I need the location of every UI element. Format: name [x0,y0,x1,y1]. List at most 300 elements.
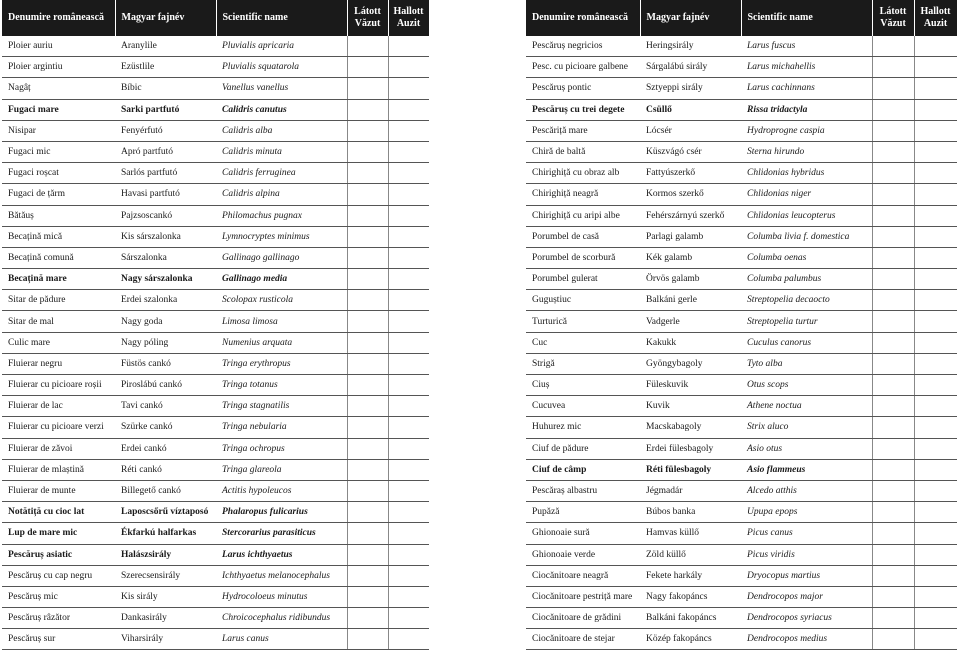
species-row [2,332,429,353]
romanian-name-cell: Becațină comună [2,247,115,268]
scientific-name-cell: Lymnocryptes minimus [216,226,347,247]
heard-checkbox-cell[interactable] [914,290,957,311]
hungarian-name-cell: Halászsirály [115,544,216,565]
heard-checkbox-cell[interactable] [388,226,429,247]
hungarian-name-cell: Búbos banka [640,502,741,523]
seen-checkbox-cell[interactable] [872,290,914,311]
heard-checkbox-cell[interactable] [914,375,957,396]
seen-checkbox-cell[interactable] [347,459,388,480]
scientific-name-cell: Limosa limosa [216,311,347,332]
hungarian-name-cell: Billegető cankó [115,480,216,501]
seen-header: Látott Văzut [872,0,914,36]
seen-checkbox-cell[interactable] [347,36,388,57]
hungarian-name-cell: Közép fakopáncs [640,629,741,650]
hungarian-name-cell: Erdei cankó [115,438,216,459]
scientific-name-cell: Chlidonias niger [741,184,872,205]
scientific-name-cell: Numenius arquata [216,332,347,353]
hungarian-name-cell: Kis sárszalonka [115,226,216,247]
romanian-name-cell: Ciuf de câmp [526,459,640,480]
romanian-name-cell: Fluierar cu picioare verzi [2,417,115,438]
seen-checkbox-cell[interactable] [347,226,388,247]
scientific-name-cell: Upupa epops [741,502,872,523]
species-row [2,205,429,226]
species-row [2,629,429,650]
species-row [2,247,429,268]
romanian-name-cell: Ciocănitoare de stejar [526,629,640,650]
scientific-name-cell: Ichthyaetus melanocephalus [216,565,347,586]
seen-checkbox-cell[interactable] [872,247,914,268]
scientific-name-cell: Gallinago media [216,269,347,290]
heard-checkbox-cell[interactable] [388,523,429,544]
species-row [526,163,957,184]
seen-checkbox-cell[interactable] [872,586,914,607]
species-row [2,269,429,290]
romanian-name-cell: Porumbel gulerat [526,269,640,290]
heard-checkbox-cell[interactable] [388,459,429,480]
seen-checkbox-cell[interactable] [347,332,388,353]
scientific-name-cell: Pluvialis squatarola [216,57,347,78]
romanian-name-cell: Fugaci roșcat [2,163,115,184]
scientific-name-cell: Vanellus vanellus [216,78,347,99]
seen-checkbox-cell[interactable] [872,269,914,290]
hungarian-name-cell: Gyöngybagoly [640,353,741,374]
species-row [2,99,429,120]
scientific-name-cell: Larus ichthyaetus [216,544,347,565]
seen-checkbox-cell[interactable] [872,205,914,226]
seen-checkbox-cell[interactable] [347,78,388,99]
seen-checkbox-cell[interactable] [347,375,388,396]
scientific-name-cell: Dendrocopos major [741,586,872,607]
species-row [2,608,429,629]
seen-checkbox-cell[interactable] [872,438,914,459]
scientific-name-cell: Hydroprogne caspia [741,120,872,141]
hungarian-name-cell: Erdei fülesbagoly [640,438,741,459]
hungarian-name-cell: Heringsirály [640,36,741,57]
scientific-name-cell: Calidris ferruginea [216,163,347,184]
hungarian-name-cell: Kuvik [640,396,741,417]
species-row [526,290,957,311]
heard-checkbox-cell[interactable] [914,332,957,353]
heard-checkbox-cell[interactable] [388,184,429,205]
romanian-name-cell: Cucuvea [526,396,640,417]
scientific-name-cell: Phalaropus fulicarius [216,502,347,523]
seen-checkbox-cell[interactable] [347,163,388,184]
romanian-name-cell: Pescăruș negricios [526,36,640,57]
heard-checkbox-cell[interactable] [388,629,429,650]
heard-checkbox-cell[interactable] [388,57,429,78]
seen-checkbox-cell[interactable] [347,141,388,162]
romanian-name-cell: Pescăruș asiatic [2,544,115,565]
romanian-name-cell: Nagâț [2,78,115,99]
hungarian-name-cell: Kis sirály [115,586,216,607]
romanian-name-cell: Pescăriță mare [526,120,640,141]
romanian-name-cell: Sitar de pădure [2,290,115,311]
scientific-name-cell: Calidris minuta [216,141,347,162]
seen-checkbox-cell[interactable] [872,608,914,629]
scientific-name-cell: Tringa glareola [216,459,347,480]
scientific-name-cell: Streptopelia turtur [741,311,872,332]
heard-checkbox-cell[interactable] [388,502,429,523]
seen-checkbox-cell[interactable] [872,523,914,544]
romanian-name-cell: Ploier argintiu [2,57,115,78]
hungarian-name-cell: Dankasirály [115,608,216,629]
heard-checkbox-cell[interactable] [914,205,957,226]
seen-checkbox-cell[interactable] [347,311,388,332]
heard-checkbox-cell[interactable] [388,586,429,607]
species-row [2,141,429,162]
hungarian-name-cell: Nagy fakopáncs [640,586,741,607]
hungarian-name-cell: Sarlós partfutó [115,163,216,184]
scientific-name-cell: Tringa ochropus [216,438,347,459]
seen-checkbox-cell[interactable] [347,438,388,459]
heard-checkbox-cell[interactable] [914,353,957,374]
heard-checkbox-cell[interactable] [388,396,429,417]
heard-checkbox-cell[interactable] [914,247,957,268]
heard-checkbox-cell[interactable] [914,438,957,459]
species-row [2,120,429,141]
heard-checkbox-cell[interactable] [914,57,957,78]
heard-checkbox-cell[interactable] [388,269,429,290]
seen-checkbox-cell[interactable] [347,184,388,205]
table-header-row [2,0,429,36]
romanian-name-cell: Huhurez mic [526,417,640,438]
species-row [526,247,957,268]
scientific-name-cell: Asio flammeus [741,459,872,480]
species-row [526,502,957,523]
heard-checkbox-cell[interactable] [388,565,429,586]
hungarian-name-cell: Fattyúszerkő [640,163,741,184]
scientific-name-header: Scientific name [741,0,872,36]
heard-checkbox-cell[interactable] [914,565,957,586]
hungarian-name-cell: Lócsér [640,120,741,141]
species-row [2,36,429,57]
heard-checkbox-cell[interactable] [388,353,429,374]
romanian-name-cell: Sitar de mal [2,311,115,332]
heard-checkbox-cell[interactable] [388,141,429,162]
heard-checkbox-cell[interactable] [914,99,957,120]
species-row [526,417,957,438]
seen-checkbox-cell[interactable] [872,544,914,565]
romanian-name-cell: Pescăruș râzător [2,608,115,629]
hungarian-name-cell: Réti fülesbagoly [640,459,741,480]
romanian-name-cell: Notătiță cu cioc lat [2,502,115,523]
scientific-name-cell: Gallinago gallinago [216,247,347,268]
hungarian-name-cell: Hamvas küllő [640,523,741,544]
romanian-name-cell: Chiră de baltă [526,141,640,162]
species-row [526,332,957,353]
hungarian-name-cell: Fehérszárnyú szerkő [640,205,741,226]
heard-checkbox-cell[interactable] [914,480,957,501]
species-row [526,375,957,396]
seen-checkbox-cell[interactable] [872,226,914,247]
romanian-name-cell: Ciuș [526,375,640,396]
seen-checkbox-cell[interactable] [347,57,388,78]
scientific-name-cell: Strix aluco [741,417,872,438]
heard-checkbox-cell[interactable] [388,36,429,57]
romanian-name-cell: Strigă [526,353,640,374]
scientific-name-cell: Calidris canutus [216,99,347,120]
heard-checkbox-cell[interactable] [914,459,957,480]
seen-checkbox-cell[interactable] [347,269,388,290]
scientific-name-cell: Chlidonias hybridus [741,163,872,184]
species-row [526,608,957,629]
species-row [2,375,429,396]
scientific-name-cell: Philomachus pugnax [216,205,347,226]
seen-checkbox-cell[interactable] [872,57,914,78]
hungarian-name-cell: Örvös galamb [640,269,741,290]
species-row [2,311,429,332]
romanian-name-cell: Becațină mică [2,226,115,247]
heard-checkbox-cell[interactable] [388,480,429,501]
heard-checkbox-cell[interactable] [914,502,957,523]
heard-checkbox-cell[interactable] [914,36,957,57]
species-row [526,78,957,99]
seen-checkbox-cell[interactable] [347,417,388,438]
scientific-name-cell: Cuculus canorus [741,332,872,353]
hungarian-name-cell: Piroslábú cankó [115,375,216,396]
heard-checkbox-cell[interactable] [914,163,957,184]
seen-checkbox-cell[interactable] [347,502,388,523]
seen-checkbox-cell[interactable] [347,565,388,586]
species-row [2,163,429,184]
species-row [2,226,429,247]
romanian-name-cell: Fugaci mare [2,99,115,120]
seen-checkbox-cell[interactable] [872,141,914,162]
scientific-name-cell: Larus fuscus [741,36,872,57]
seen-checkbox-cell[interactable] [872,184,914,205]
species-row [2,480,429,501]
romanian-name-cell: Fugaci mic [2,141,115,162]
hungarian-name-cell: Laposcsőrű víztaposó [115,502,216,523]
species-row [526,438,957,459]
heard-checkbox-cell[interactable] [914,311,957,332]
hungarian-name-cell: Vadgerle [640,311,741,332]
romanian-name-cell: Fluierar de munte [2,480,115,501]
seen-checkbox-cell[interactable] [347,99,388,120]
romanian-name-cell: Pescăruș sur [2,629,115,650]
hungarian-name-cell: Balkáni fakopáncs [640,608,741,629]
scientific-name-cell: Tyto alba [741,353,872,374]
scientific-name-cell: Columba palumbus [741,269,872,290]
seen-checkbox-cell[interactable] [872,459,914,480]
romanian-name-cell: Fluierar de mlaștină [2,459,115,480]
romanian-name-cell: Ghionoaie verde [526,544,640,565]
romanian-name-cell: Ciocănitoare de grădini [526,608,640,629]
species-row [2,57,429,78]
species-row [2,459,429,480]
hungarian-name-cell: Nagy sárszalonka [115,269,216,290]
hungarian-name-cell: Szürke cankó [115,417,216,438]
hungarian-name-cell: Macskabagoly [640,417,741,438]
scientific-name-cell: Asio otus [741,438,872,459]
romanian-name-header: Denumire românească [526,0,640,36]
heard-checkbox-cell[interactable] [914,120,957,141]
seen-checkbox-cell[interactable] [347,586,388,607]
scientific-name-cell: Athene noctua [741,396,872,417]
hungarian-name-cell: Kék galamb [640,247,741,268]
romanian-name-cell: Pupăză [526,502,640,523]
heard-checkbox-cell[interactable] [388,205,429,226]
hungarian-name-cell: Réti cankó [115,459,216,480]
scientific-name-header: Scientific name [216,0,347,36]
seen-checkbox-cell[interactable] [872,502,914,523]
species-row [2,417,429,438]
romanian-name-cell: Turturică [526,311,640,332]
seen-checkbox-cell[interactable] [347,205,388,226]
heard-checkbox-cell[interactable] [914,629,957,650]
scientific-name-cell: Actitis hypoleucos [216,480,347,501]
heard-checkbox-cell[interactable] [388,78,429,99]
heard-checkbox-cell[interactable] [388,544,429,565]
species-row [526,205,957,226]
heard-checkbox-cell[interactable] [914,523,957,544]
scientific-name-cell: Tringa totanus [216,375,347,396]
romanian-name-cell: Fluierar negru [2,353,115,374]
hungarian-name-cell: Apró partfutó [115,141,216,162]
bird-checklist-right-table [526,0,958,650]
romanian-name-cell: Bătăuș [2,205,115,226]
seen-checkbox-cell[interactable] [872,163,914,184]
hungarian-name-cell: Kormos szerkő [640,184,741,205]
romanian-name-cell: Culic mare [2,332,115,353]
hungarian-name-cell: Ékfarkú halfarkas [115,523,216,544]
heard-checkbox-cell[interactable] [388,99,429,120]
heard-header: Hallott Auzit [388,0,429,36]
hungarian-name-cell: Fenyérfutó [115,120,216,141]
hungarian-name-cell: Sárgalábú sirály [640,57,741,78]
seen-checkbox-cell[interactable] [347,523,388,544]
romanian-name-cell: Pescăruș pontic [526,78,640,99]
hungarian-name-cell: Ezüstlile [115,57,216,78]
heard-checkbox-cell[interactable] [914,184,957,205]
seen-checkbox-cell[interactable] [347,290,388,311]
species-row [526,523,957,544]
scientific-name-cell: Stercorarius parasiticus [216,523,347,544]
romanian-name-cell: Porumbel de casă [526,226,640,247]
species-row [2,438,429,459]
seen-checkbox-cell[interactable] [347,608,388,629]
romanian-name-cell: Pescăruș cu cap negru [2,565,115,586]
romanian-name-cell: Fugaci de țărm [2,184,115,205]
heard-checkbox-cell[interactable] [914,141,957,162]
hungarian-name-cell: Zöld küllő [640,544,741,565]
heard-checkbox-cell[interactable] [914,396,957,417]
hungarian-name-header: Magyar fajnév [640,0,741,36]
seen-checkbox-cell[interactable] [872,311,914,332]
scientific-name-cell: Columba livia f. domestica [741,226,872,247]
seen-checkbox-cell[interactable] [872,99,914,120]
seen-checkbox-cell[interactable] [872,565,914,586]
heard-checkbox-cell[interactable] [914,226,957,247]
species-row [526,141,957,162]
heard-checkbox-cell[interactable] [388,163,429,184]
species-row [2,502,429,523]
seen-checkbox-cell[interactable] [872,353,914,374]
heard-checkbox-cell[interactable] [388,120,429,141]
scientific-name-cell: Columba oenas [741,247,872,268]
heard-checkbox-cell[interactable] [388,332,429,353]
romanian-name-cell: Guguștiuc [526,290,640,311]
heard-checkbox-cell[interactable] [388,417,429,438]
hungarian-name-cell: Nagy goda [115,311,216,332]
romanian-name-cell: Pesc. cu picioare galbene [526,57,640,78]
hungarian-name-cell: Havasi partfutó [115,184,216,205]
scientific-name-cell: Scolopax rusticola [216,290,347,311]
hungarian-name-cell: Balkáni gerle [640,290,741,311]
seen-checkbox-cell[interactable] [872,78,914,99]
romanian-name-cell: Fluierar de zăvoi [2,438,115,459]
romanian-name-header: Denumire românească [2,0,115,36]
romanian-name-cell: Ciocănitoare neagră [526,565,640,586]
heard-checkbox-cell[interactable] [914,417,957,438]
hungarian-name-cell: Bíbic [115,78,216,99]
seen-checkbox-cell[interactable] [347,247,388,268]
hungarian-name-cell: Küszvágó csér [640,141,741,162]
heard-checkbox-cell[interactable] [914,586,957,607]
scientific-name-cell: Streptopelia decaocto [741,290,872,311]
seen-checkbox-cell[interactable] [872,36,914,57]
seen-checkbox-cell[interactable] [347,396,388,417]
hungarian-name-cell: Tavi cankó [115,396,216,417]
scientific-name-cell: Tringa stagnatilis [216,396,347,417]
romanian-name-cell: Cuc [526,332,640,353]
heard-checkbox-cell[interactable] [388,608,429,629]
seen-checkbox-cell[interactable] [872,332,914,353]
romanian-name-cell: Pescăruș mic [2,586,115,607]
heard-checkbox-cell[interactable] [388,247,429,268]
romanian-name-cell: Chirighiță neagră [526,184,640,205]
seen-checkbox-cell[interactable] [872,396,914,417]
seen-checkbox-cell[interactable] [872,629,914,650]
species-row [2,78,429,99]
species-row [526,544,957,565]
heard-checkbox-cell[interactable] [388,438,429,459]
scientific-name-cell: Dryocopus martius [741,565,872,586]
heard-header: Hallott Auzit [914,0,957,36]
seen-checkbox-cell[interactable] [347,480,388,501]
heard-checkbox-cell[interactable] [388,290,429,311]
heard-checkbox-cell[interactable] [914,269,957,290]
romanian-name-cell: Becațină mare [2,269,115,290]
species-row [526,184,957,205]
heard-checkbox-cell[interactable] [388,375,429,396]
scientific-name-cell: Chlidonias leucopterus [741,205,872,226]
species-row [2,565,429,586]
seen-checkbox-cell[interactable] [347,544,388,565]
seen-checkbox-cell[interactable] [872,417,914,438]
species-row [526,586,957,607]
seen-checkbox-cell[interactable] [872,375,914,396]
seen-checkbox-cell[interactable] [872,120,914,141]
hungarian-name-cell: Sárszalonka [115,247,216,268]
species-row [526,459,957,480]
romanian-name-cell: Ciuf de pădure [526,438,640,459]
species-row [2,586,429,607]
seen-checkbox-cell[interactable] [872,480,914,501]
romanian-name-cell: Ciocănitoare pestriță mare [526,586,640,607]
heard-checkbox-cell[interactable] [914,544,957,565]
species-row [526,396,957,417]
heard-checkbox-cell[interactable] [388,311,429,332]
seen-checkbox-cell[interactable] [347,629,388,650]
seen-checkbox-cell[interactable] [347,353,388,374]
scientific-name-cell: Hydrocoloeus minutus [216,586,347,607]
heard-checkbox-cell[interactable] [914,78,957,99]
seen-checkbox-cell[interactable] [347,120,388,141]
heard-checkbox-cell[interactable] [914,608,957,629]
species-row [526,269,957,290]
scientific-name-cell: Tringa nebularia [216,417,347,438]
